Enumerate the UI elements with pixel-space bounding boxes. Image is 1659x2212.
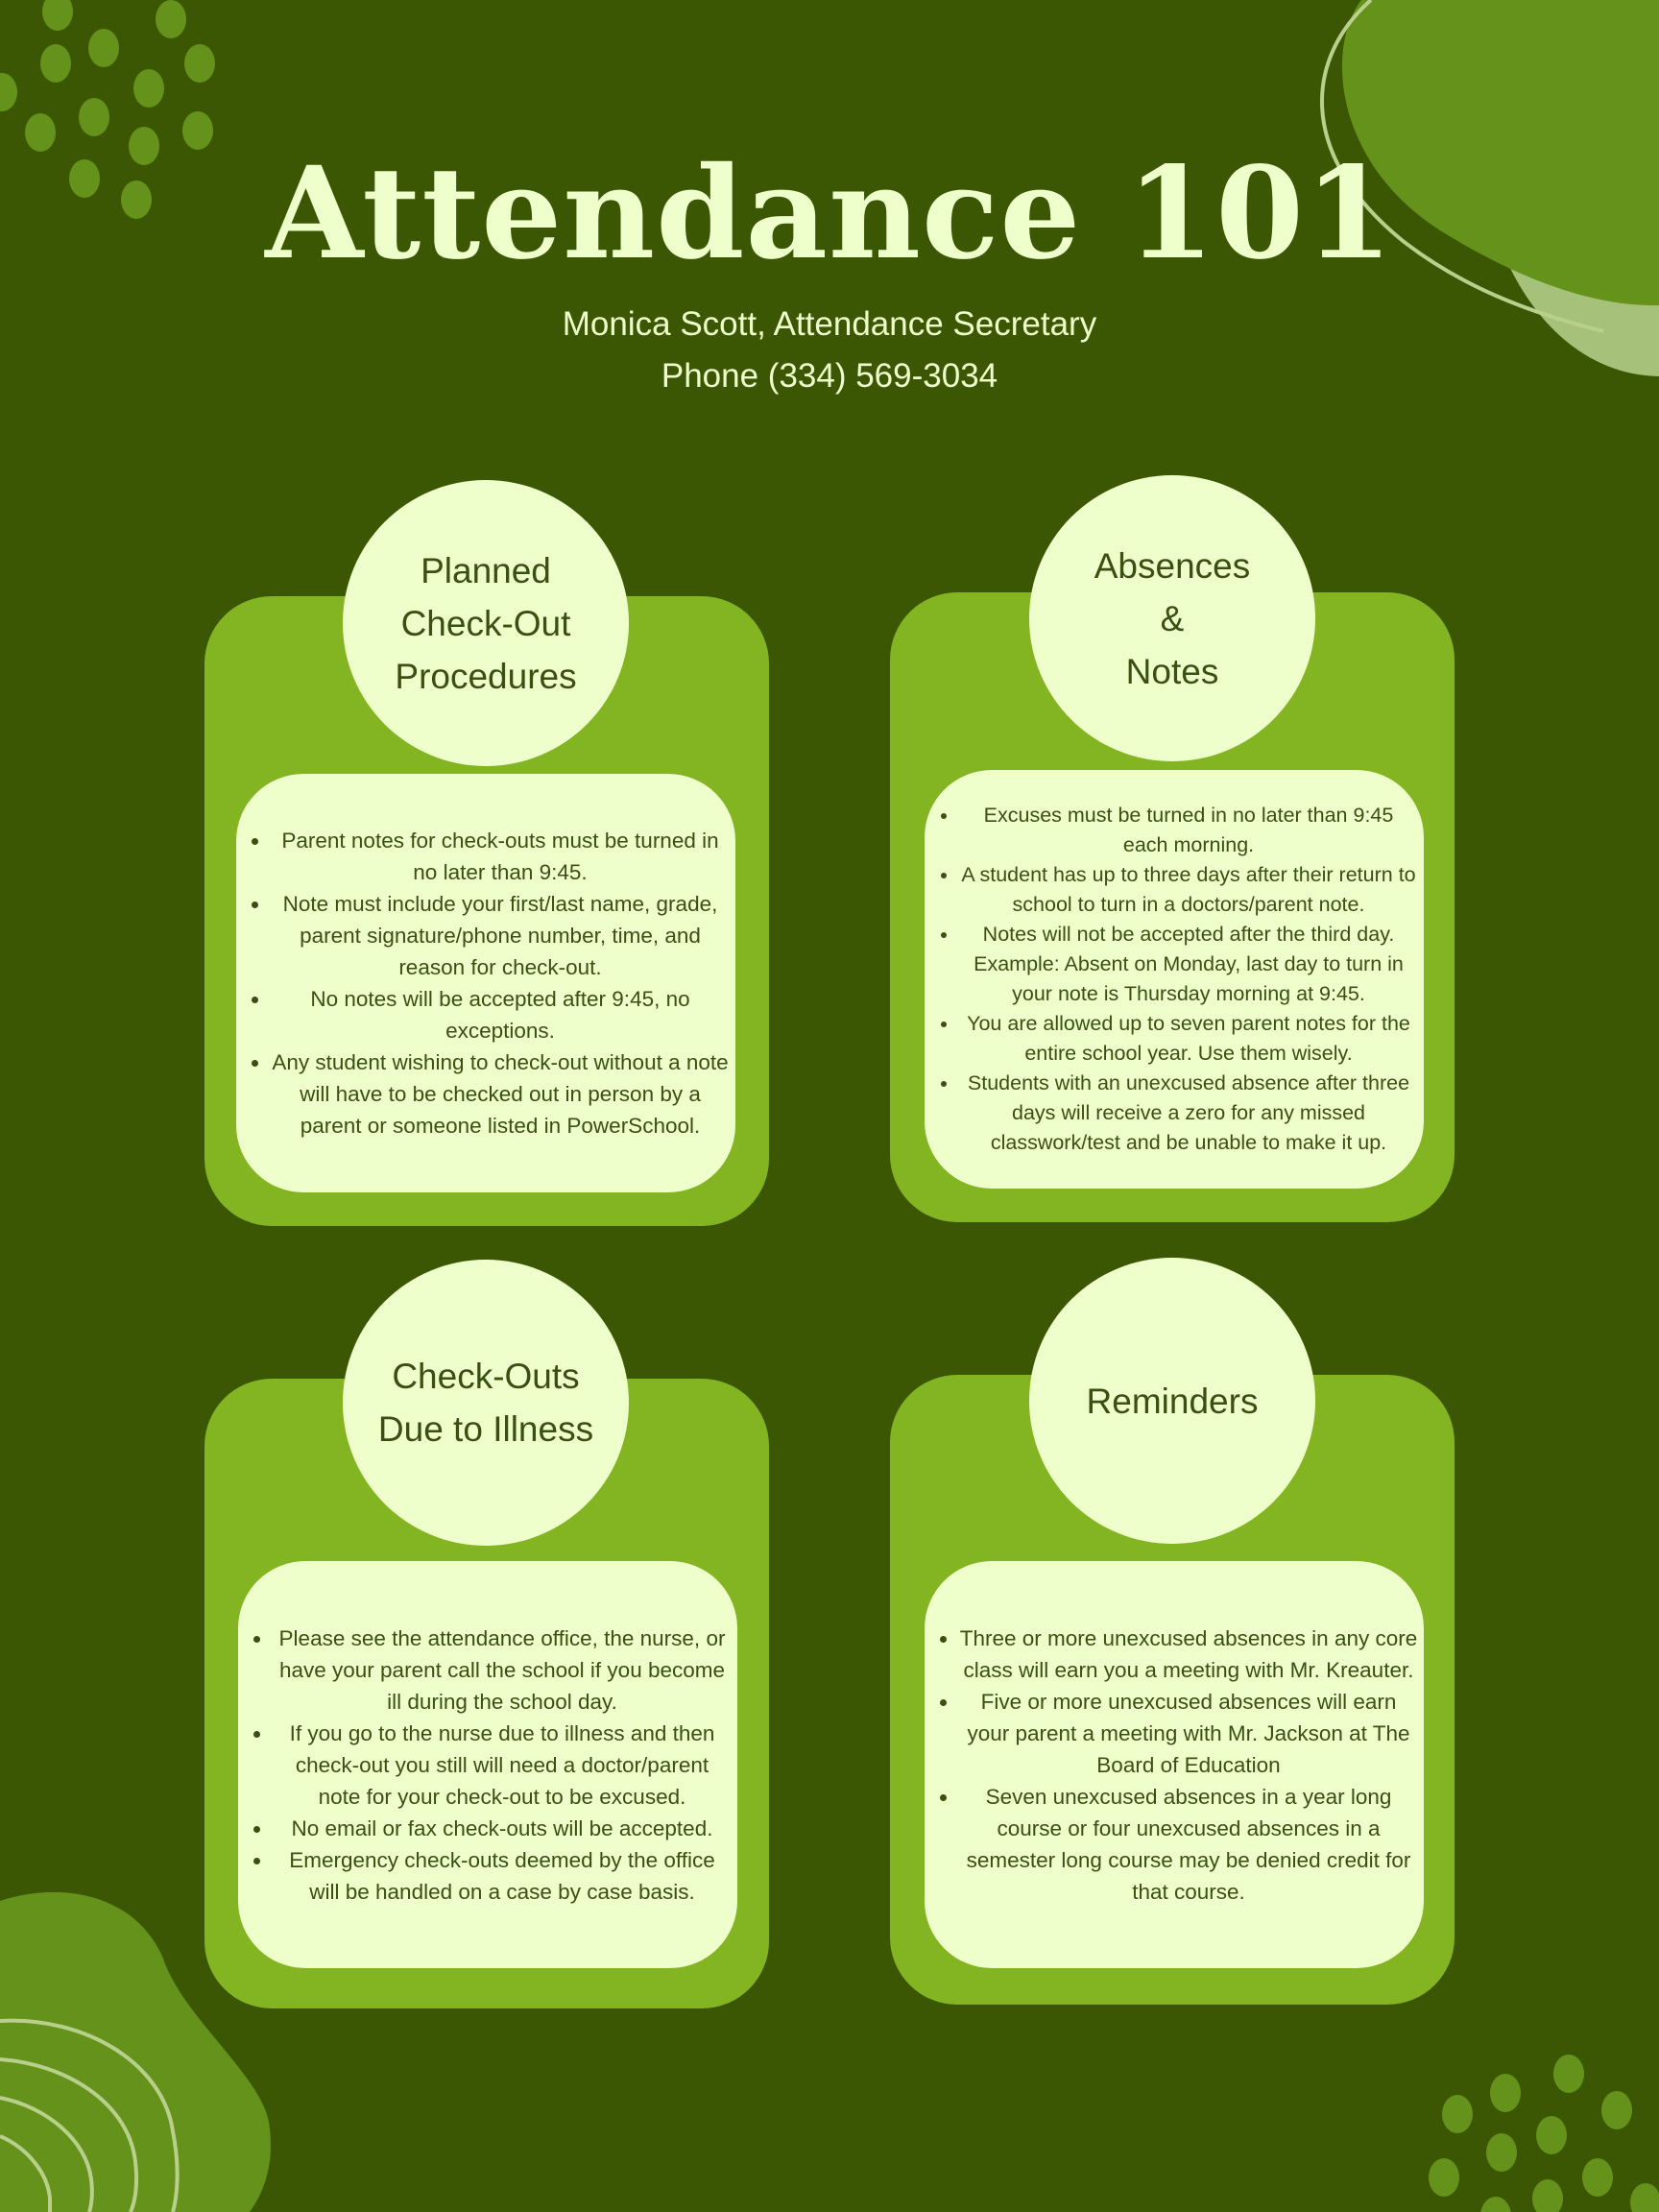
list-item: • Note must include your first/last name, grade, parent signature/phone number, time, and reason for check-out. [271, 888, 730, 983]
list-item: • A student has up to three days after their return to school to turn in a doctors/parent note. [959, 860, 1418, 920]
heading-absences-notes: Absences & Notes [1029, 475, 1315, 761]
heading-planned-checkout: Planned Check-Out Procedures [343, 480, 629, 766]
contact-name: Monica Scott, Attendance Secretary [562, 305, 1097, 343]
panel-absences-notes [925, 770, 1424, 1189]
list-item: • If you go to the nurse due to illness and then check-out you still will need a doctor/parent note for your check-out to be excused. [273, 1718, 732, 1813]
list-item: • You are allowed up to seven parent notes for the entire school year. Use them wisely. [959, 1009, 1418, 1069]
list-item: • Please see the attendance office, the nurse, or have your parent call the school if you become ill during the school day. [273, 1623, 732, 1718]
page-title: Attendance 101 [265, 139, 1394, 288]
heading-checkouts-illness: Check-Outs Due to Illness [343, 1260, 629, 1546]
list-item: • Excuses must be turned in no later than 9:45 each morning. [959, 801, 1418, 860]
list-item: • No notes will be accepted after 9:45, no exceptions. [271, 983, 730, 1046]
list-absences-notes [925, 801, 1424, 1158]
list-item: • Emergency check-outs deemed by the office will be handled on a case by case basis. [273, 1844, 732, 1908]
list-reminders [925, 1623, 1424, 1908]
list-item: • Five or more unexcused absences will earn your parent a meeting with Mr. Jackson at The Board of Education [959, 1686, 1418, 1781]
list-item: • Seven unexcused absences in a year long course or four unexcused absences in a semester long course may be denied credit for that course. [959, 1781, 1418, 1908]
list-planned-checkout [236, 825, 735, 1142]
list-item: • No email or fax check-outs will be accepted. [273, 1813, 732, 1844]
list-item: • Students with an unexcused absence after three days will receive a zero for any missed classwork/test and be unable to make it up. [959, 1069, 1418, 1158]
panel-checkouts-illness [238, 1561, 737, 1968]
heading-reminders: Reminders [1029, 1258, 1315, 1544]
list-item: • Notes will not be accepted after the third day. Example: Absent on Monday, last day to turn in your note is Thursday morning at 9:45. [959, 920, 1418, 1009]
contact-phone: Phone (334) 569-3034 [661, 357, 998, 395]
list-item: • Any student wishing to check-out without a note will have to be checked out in person by a parent or someone listed in PowerSchool. [271, 1046, 730, 1142]
list-item: • Parent notes for check-outs must be turned in no later than 9:45. [271, 825, 730, 888]
panel-reminders [925, 1561, 1424, 1968]
decor-dots-bottom-right [1409, 2033, 1659, 2212]
panel-planned-checkout [236, 774, 735, 1192]
list-checkouts-illness [238, 1623, 737, 1908]
list-item: • Three or more unexcused absences in any core class will earn you a meeting with Mr. Kreauter. [959, 1623, 1418, 1686]
